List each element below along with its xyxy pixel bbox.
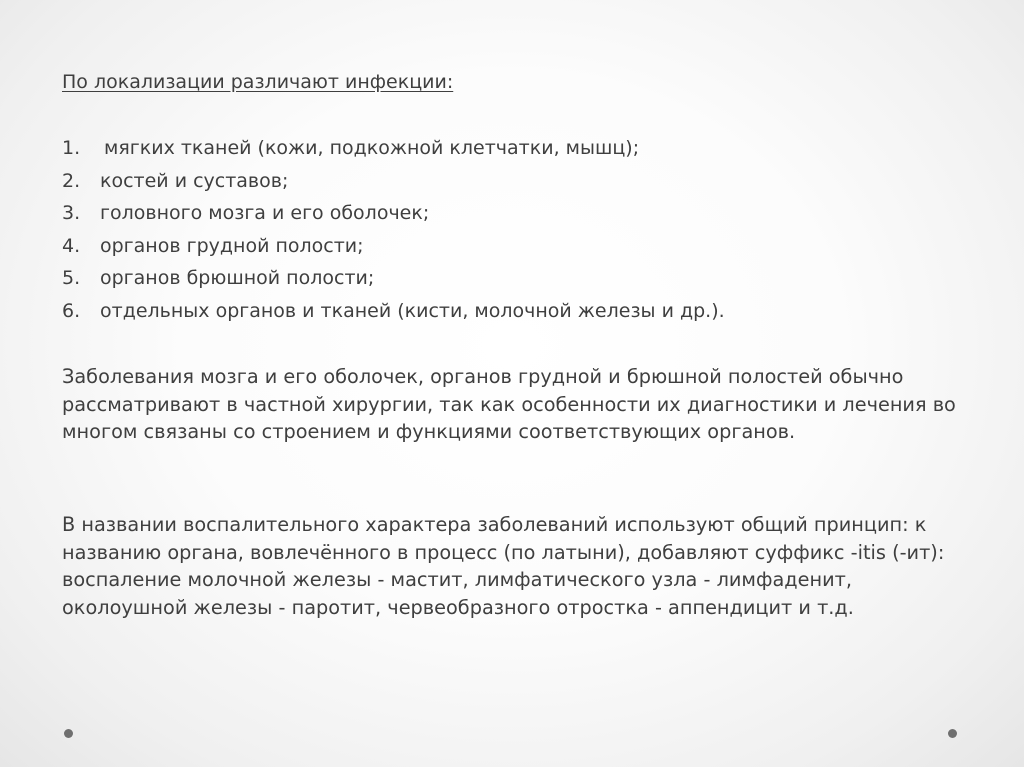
list-item-text: мягких тканей (кожи, подкожной клетчатки, мышц); — [104, 137, 640, 159]
list-item-number: 5. — [62, 267, 81, 290]
list-item — [62, 262, 725, 295]
list-item — [62, 197, 725, 230]
list-item — [62, 295, 725, 328]
list-item — [62, 132, 725, 165]
list-item-text: отдельных органов и тканей (кисти, молочной железы и др.). — [100, 299, 725, 322]
list-item-number: 6. — [62, 299, 81, 322]
list-item-text: костей и суставов; — [100, 169, 289, 192]
list-item-number: 2. — [62, 169, 81, 192]
infection-list — [62, 132, 725, 328]
slide-heading: По локализации различают инфекции: — [62, 71, 454, 93]
list-item — [62, 230, 725, 263]
list-item-text: органов грудной полости; — [100, 234, 364, 257]
decorative-dot-left — [64, 729, 73, 738]
list-item-number: 1. — [62, 137, 81, 159]
list-item-number: 3. — [62, 202, 81, 225]
list-item-number: 4. — [62, 234, 81, 257]
list-item-text: органов брюшной полости; — [100, 267, 375, 290]
list-item-text: головного мозга и его оболочек; — [100, 202, 430, 225]
paragraph-surgery-note: Заболевания мозга и его оболочек, органов грудной и брюшной полостей обычно рассматривают в частной хирургии, так как особенности их диагностики и лечения во многом связаны со строением и функциями соответствующих органов. — [62, 365, 956, 443]
decorative-dot-right — [948, 729, 957, 738]
list-item — [62, 165, 725, 198]
paragraph-naming-rule: В названии воспалительного характера заболеваний используют общий принцип: к названию органа, вовлечённого в процесс (по латыни), добавляют суффикс -itis (-ит): воспаление молочной железы - мастит, лимфатического узла - лимфаденит, околоушной железы - паротит, червеобразного отростка - аппендицит и т.д. — [62, 513, 945, 619]
